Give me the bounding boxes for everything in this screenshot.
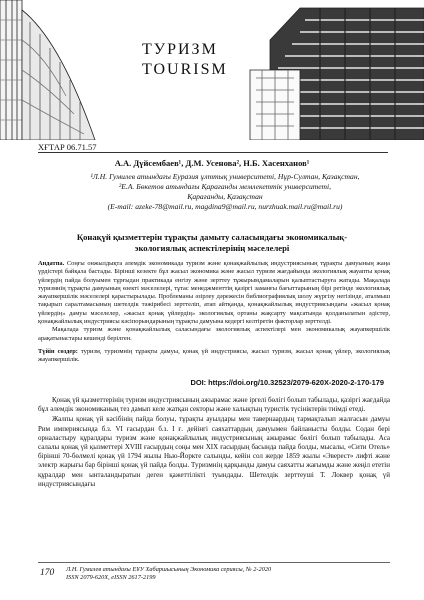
- keywords-text: туризм, туризмнің тұрақты дамуы, қонақ үй индустриясы, жасыл туризм, жасыл қонақ үйлер, экологиялық жауапкершілік.: [38, 348, 390, 364]
- divider: [38, 152, 388, 153]
- keywords: [38, 348, 390, 365]
- author-emails: (E-mail: azeke-78@mail.ru, magdina9@mail.ru, nurzhuak.mail.ru@mail.ru): [107, 202, 343, 211]
- keywords-label: Түйін сөздер:: [38, 348, 78, 355]
- abstract-text-2: Мақалада туризм және қонақжайлылық саласындағы экологиялық аспектілері мен экономикалық жауапкершілік арақатынастары кешенді берілген.: [38, 326, 390, 342]
- page-number: 170: [40, 568, 55, 578]
- body-text: [38, 396, 390, 490]
- journal-title: Л.Н. Гумилев атындағы ЕҰУ Хабаршысының Экономика сериясы, № 2-2020: [66, 566, 272, 573]
- article-title: Қонақүй қызметтерін тұрақты дамыту саласындағы экономикалық-экологиялық аспектілерінің мәселелері: [76, 232, 348, 253]
- paragraph: Қонақ үй қызметтерінің туризм индустриясының ажырамас және іргелі бөлігі болып табылады, қазіргі жағдайда бұл әлемдік экономиканың тез дамып келе жатқан секторы және халықтың туристік түсініктерін тиімді етеді.: [38, 396, 390, 414]
- journal-info: [66, 566, 271, 582]
- journal-issn: ISSN 2079-620X, eISSN 2617-2199: [66, 574, 156, 581]
- affiliation-line: ¹Л.Н. Гумилев атындағы Еуразия ұлттық университеті, Нұр-Султан, Қазақстан,: [90, 172, 360, 181]
- abstract-text: Соңғы онжылдықта әлемдік экономикада туризм және қонақжайлылық индустриясының тұрақты дамуының жаңа үрдістері байқала бастады. Бірінші кезекте бұл жасыл экономика және жасыл туризм жағдайында экологиялық жауапты қонақ үйлердің пайда болуымен тұрғыдан практикада енгізу және зерттеу тұжырымдамаларын қалыптастыруға жатады. Мақалада туризмнің тұрақты дамуының өзекті мәселелері, тұтас менеджменттің қазіргі заманғы бағыттарының бірі ретінде экологиялық жауапкершілік мәселелері қарастырылады. Проблеманы әзірлеу дәрежесін библиографиялық шолу жүргізу негізінде, аталмыш тақырып саралтамасының шетелдік тәжірибесі зерттеліп, атап айтқанда, қонақжайлылық индустриясындағы «жасыл қонақ үйлердің» дамуы мәселелер, «жасыл қонақ үйлердің» экологиялық ортаны жақсарту мақсатында қолданылатын әдістер, қонақжайлылық индустриясы кәсіпорындарының тұрақты дамуына кедергі келтіретін факторлар зерттелді.: [38, 260, 390, 326]
- affiliation-line: Қарағанды, Қазақстан: [187, 192, 263, 201]
- paragraph: Жалпы қонақ үй кәсібінің пайда болуы, тұрақты ауылдары мен тавернаардың тармақталып жалғасын дамуы Рим империясында б.з. VI ғасырдан б.з. І ғ. дейінгі саяхаттардың дамуымен байланысты болды. Содан бері орналастыру құралдары туризм және қонақжайлылық индустриясының ажырамас бөлігі болып табылады. Аса салалы қонақ үй қызметтері XVIII ғасырдың соңы мен XIX ғасырдың басында пайда болды, мысалы, «Сити Отель» бірінші 70-бөлмелі қонақ үй 1794 жылы Нью-Йоркте салынды, кейін сол жерде 1859 жылы «Эверест» лифті және электр жарығы бар бірінші қонақ үй пайда болды. Туризмнің қарқынды дамуы саяхатты жағымды және жеңіл ететін құралдар мен ынталандыратын деген қажеттілікті туындады. Шетелдік зерттеуші Т. Локвер қонақ үй индустриясындағы: [38, 415, 390, 488]
- affiliations: [60, 172, 390, 212]
- abstract-label: Андатпа.: [38, 260, 65, 267]
- header-banner: [0, 0, 424, 140]
- section-title-kz: ТУРИЗМ: [142, 41, 218, 58]
- doi-link[interactable]: DOI: https://doi.org/10.32523/2079-620X-2020-2-170-179: [190, 378, 384, 387]
- affiliation-line: ²Е.А. Бөкетов атындағы Қарағанды мемлекеттік университеті,: [118, 182, 332, 191]
- footer-divider: [38, 562, 390, 563]
- udc-code: ХҒТАР 06.71.57: [38, 142, 97, 152]
- section-title-en: TOURISM: [142, 61, 228, 78]
- authors: А.А. Дүйсембаев¹, Д.М. Усенова², Н.Б. Хасенханов¹: [114, 158, 310, 168]
- section-title: [142, 42, 228, 78]
- abstract: [38, 260, 390, 343]
